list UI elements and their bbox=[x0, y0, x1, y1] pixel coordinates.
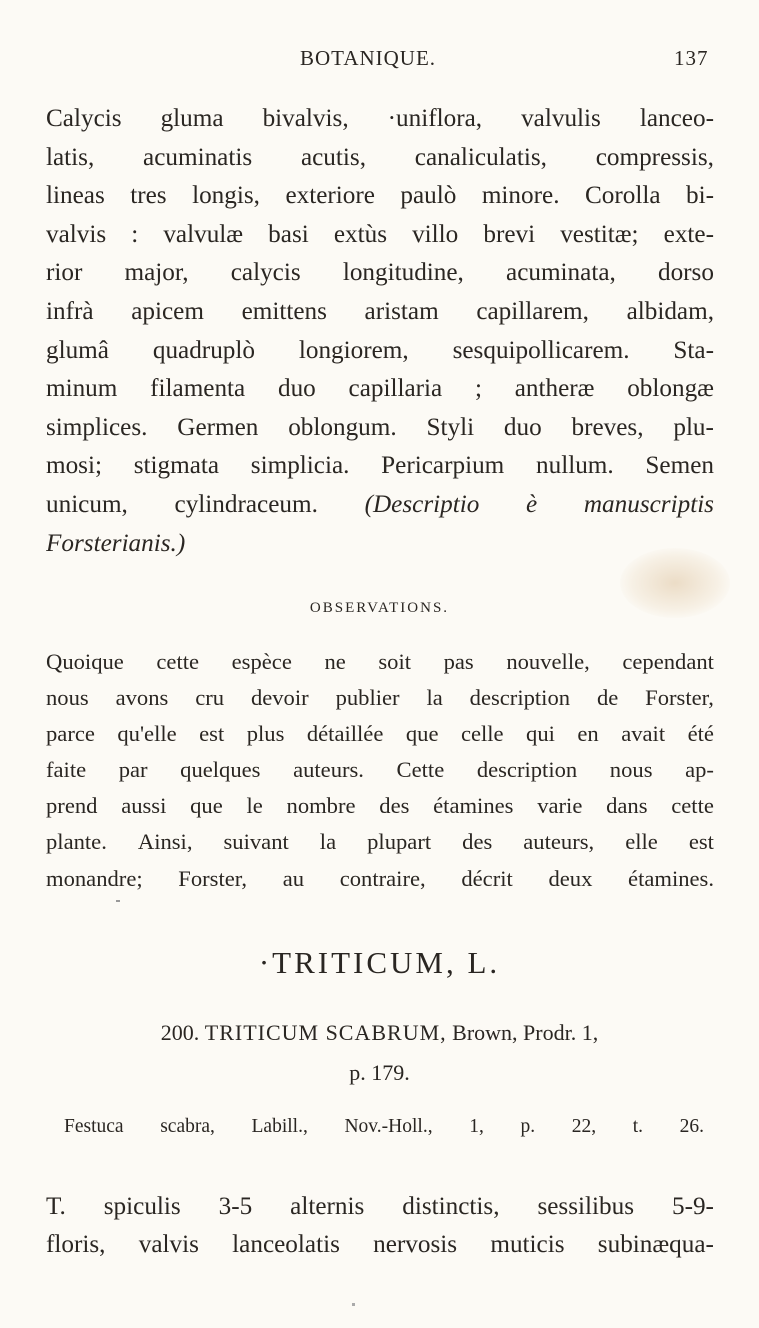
word: glumâ bbox=[46, 336, 109, 364]
text-line bbox=[46, 177, 714, 216]
word: cette bbox=[671, 793, 714, 819]
word: acuminatis bbox=[143, 143, 253, 171]
text-line bbox=[46, 644, 714, 680]
text-line bbox=[46, 332, 714, 371]
species-page-reference: p. 179. bbox=[349, 1060, 410, 1085]
word: villo bbox=[412, 220, 459, 248]
word: albidam, bbox=[626, 297, 714, 325]
word: : bbox=[131, 220, 139, 248]
text-line bbox=[46, 1226, 714, 1264]
word: le bbox=[246, 793, 263, 819]
word: exteriore bbox=[285, 182, 375, 210]
text-line bbox=[46, 293, 714, 332]
word: sessilibus bbox=[537, 1193, 635, 1220]
word: ·uniflora, bbox=[387, 105, 483, 132]
text-line bbox=[46, 409, 714, 448]
word: ap- bbox=[685, 757, 714, 783]
word: floris, bbox=[46, 1231, 106, 1258]
word: des bbox=[379, 793, 410, 819]
word: Ainsi, bbox=[137, 829, 193, 855]
word: monandre; bbox=[46, 865, 143, 891]
word: est bbox=[199, 721, 225, 747]
text-line bbox=[46, 788, 714, 824]
word: plante. bbox=[46, 829, 107, 855]
word: apicem bbox=[131, 297, 204, 325]
text-line bbox=[46, 680, 714, 716]
word: spiculis bbox=[103, 1193, 181, 1220]
word: la bbox=[319, 829, 337, 855]
word: quadruplò bbox=[152, 336, 255, 364]
word: description bbox=[476, 757, 578, 783]
word: acuminata, bbox=[506, 259, 616, 287]
word: été bbox=[687, 721, 714, 747]
word: è bbox=[525, 490, 538, 518]
word: deux bbox=[548, 865, 593, 891]
word: Styli bbox=[426, 413, 475, 441]
synonym-part: Festuca bbox=[64, 1116, 124, 1137]
word: longis, bbox=[192, 182, 260, 210]
word: ne bbox=[324, 649, 346, 674]
word: aristam bbox=[364, 297, 439, 325]
word: duo bbox=[277, 375, 316, 403]
word: description bbox=[469, 685, 571, 711]
synonym-part: Nov.-Holl., bbox=[344, 1116, 433, 1137]
word: manuscriptis bbox=[583, 490, 714, 518]
word: qu'elle bbox=[117, 721, 177, 747]
word: oblongæ bbox=[627, 375, 714, 403]
word: valvis bbox=[46, 220, 107, 248]
word: de bbox=[596, 685, 619, 711]
word: Quoique bbox=[46, 649, 124, 674]
word: longiorem, bbox=[298, 336, 409, 364]
synonym-part: 1, bbox=[469, 1116, 484, 1137]
word: major, bbox=[124, 259, 189, 287]
word: latis, bbox=[46, 143, 95, 171]
word: longitudine, bbox=[342, 259, 464, 287]
text-line bbox=[46, 525, 714, 564]
ink-speck bbox=[116, 900, 120, 902]
word: ; bbox=[474, 375, 482, 403]
word: capillaria bbox=[348, 375, 443, 403]
italic-text: Forsterianis.) bbox=[46, 529, 186, 557]
word: exte- bbox=[663, 220, 714, 248]
word: bi- bbox=[686, 182, 714, 210]
text-line bbox=[46, 824, 714, 860]
word: parce bbox=[46, 721, 95, 747]
text-line bbox=[46, 486, 714, 525]
word: extùs bbox=[333, 220, 387, 248]
word: compressis, bbox=[595, 143, 714, 171]
text-line bbox=[46, 716, 714, 752]
word: décrit bbox=[461, 865, 513, 891]
word: elle bbox=[625, 829, 658, 855]
word: étamines. bbox=[628, 865, 714, 891]
word: acutis, bbox=[300, 143, 366, 171]
ink-speck bbox=[352, 1303, 355, 1306]
observations-heading: OBSERVATIONS. bbox=[309, 600, 450, 616]
word: 3-5 bbox=[218, 1193, 253, 1220]
species-description-paragraph bbox=[46, 1188, 714, 1264]
word: distinctis, bbox=[402, 1193, 500, 1220]
word: cru bbox=[195, 685, 225, 711]
word: Forster, bbox=[178, 865, 248, 891]
word: basi bbox=[268, 220, 309, 248]
word: dorso bbox=[657, 259, 714, 287]
word: tres bbox=[130, 182, 167, 210]
synonym-part: scabra, bbox=[160, 1116, 215, 1137]
word: détaillée bbox=[306, 721, 384, 747]
word: qui bbox=[526, 721, 555, 747]
word: valvis bbox=[138, 1231, 199, 1258]
synonym-part: 26. bbox=[679, 1116, 704, 1137]
word: sesquipollicarem. bbox=[452, 336, 630, 364]
word: Cette bbox=[396, 757, 445, 783]
word: devoir bbox=[250, 685, 309, 711]
word: étamines bbox=[433, 793, 514, 819]
word: emittens bbox=[241, 297, 327, 325]
word: duo bbox=[503, 413, 542, 441]
word: espèce bbox=[231, 649, 292, 674]
word: rior bbox=[46, 259, 83, 287]
word: oblongum. bbox=[288, 413, 397, 441]
word: plus bbox=[246, 721, 285, 747]
word: 5-9- bbox=[671, 1193, 714, 1220]
word: que bbox=[405, 721, 439, 747]
word: minore. bbox=[481, 182, 560, 210]
word: brevi bbox=[483, 220, 536, 248]
running-title: BOTANIQUE. bbox=[300, 46, 437, 70]
word: Sta- bbox=[673, 336, 714, 364]
word: est bbox=[688, 829, 714, 855]
synonym-part: 22, bbox=[571, 1116, 597, 1137]
word: stigmata bbox=[133, 452, 220, 480]
word: alternis bbox=[290, 1193, 365, 1220]
word: soit bbox=[378, 649, 412, 674]
word: mosi; bbox=[46, 452, 102, 480]
species-name: TRITICUM SCABRUM, bbox=[204, 1020, 447, 1045]
word: lanceolatis bbox=[232, 1231, 340, 1258]
word: nervosis bbox=[373, 1231, 458, 1258]
text-line bbox=[46, 861, 714, 897]
synonym-part: Labill., bbox=[251, 1116, 308, 1137]
word: quelques bbox=[180, 757, 261, 783]
word: pas bbox=[443, 649, 474, 674]
word: par bbox=[118, 757, 148, 783]
word: nous bbox=[46, 685, 89, 711]
word: auteurs, bbox=[523, 829, 595, 855]
synonym-part: t. bbox=[632, 1116, 643, 1137]
word: simplicia. bbox=[250, 452, 350, 480]
word: nouvelle, bbox=[506, 649, 590, 674]
word: infrà bbox=[46, 297, 94, 325]
word: Calycis bbox=[46, 105, 122, 132]
word: lanceo- bbox=[639, 105, 714, 132]
word: muticis bbox=[490, 1231, 565, 1258]
word: minum bbox=[46, 375, 118, 403]
word: auteurs. bbox=[293, 757, 364, 783]
species-number: 200. bbox=[160, 1020, 200, 1045]
synonym-part: p. bbox=[520, 1116, 536, 1137]
word: vestitæ; bbox=[560, 220, 639, 248]
text-line bbox=[46, 752, 714, 788]
text-line bbox=[46, 447, 714, 486]
species-title-line bbox=[0, 1013, 759, 1053]
word: nombre bbox=[286, 793, 356, 819]
word: canaliculatis, bbox=[414, 143, 547, 171]
word: nous bbox=[609, 757, 653, 783]
text-line bbox=[46, 100, 714, 139]
latin-description-paragraph bbox=[46, 100, 714, 563]
word: plupart bbox=[367, 829, 432, 855]
word: Pericarpium bbox=[381, 452, 505, 480]
word: des bbox=[462, 829, 493, 855]
page-number: 137 bbox=[674, 46, 709, 70]
text-line bbox=[46, 1188, 714, 1226]
word: simplices. bbox=[46, 413, 148, 441]
species-citation: Brown, Prodr. 1, bbox=[452, 1020, 599, 1045]
text-line bbox=[46, 216, 714, 255]
word: faite bbox=[46, 757, 87, 783]
observations-paragraph bbox=[46, 644, 714, 897]
word: varie bbox=[537, 793, 583, 819]
word: contraire, bbox=[339, 865, 426, 891]
species-entry bbox=[0, 1013, 759, 1093]
text-line bbox=[46, 139, 714, 178]
word: lineas bbox=[46, 182, 105, 210]
word: la bbox=[426, 685, 443, 711]
word: filamenta bbox=[150, 375, 246, 403]
word: cette bbox=[156, 649, 200, 674]
word: Forster, bbox=[645, 685, 714, 711]
running-header bbox=[0, 44, 759, 76]
word: nullum. bbox=[536, 452, 614, 480]
word: aussi bbox=[121, 793, 167, 819]
word: Semen bbox=[645, 452, 714, 480]
word: au bbox=[282, 865, 305, 891]
word: avait bbox=[621, 721, 666, 747]
word: Corolla bbox=[584, 182, 661, 210]
text-line bbox=[46, 370, 714, 409]
word: capillarem, bbox=[476, 297, 589, 325]
word: gluma bbox=[160, 105, 224, 132]
synonym-line bbox=[64, 1116, 704, 1138]
word: bivalvis, bbox=[262, 105, 349, 132]
word: celle bbox=[460, 721, 504, 747]
word: T. bbox=[46, 1193, 66, 1220]
word: publier bbox=[335, 685, 400, 711]
word: calycis bbox=[230, 259, 301, 287]
word: valvulis bbox=[521, 105, 601, 132]
word: prend bbox=[46, 793, 98, 819]
word: plu- bbox=[673, 413, 714, 441]
word: avons bbox=[115, 685, 169, 711]
word: Germen bbox=[177, 413, 259, 441]
word: cylindraceum. bbox=[174, 490, 318, 518]
genus-heading: ·TRITICUM, L. bbox=[258, 945, 501, 980]
word: que bbox=[190, 793, 223, 819]
word: (Descriptio bbox=[364, 490, 480, 518]
word: en bbox=[577, 721, 599, 747]
word: suivant bbox=[223, 829, 289, 855]
text-line bbox=[46, 254, 714, 293]
word: dans bbox=[606, 793, 648, 819]
word: breves, bbox=[571, 413, 644, 441]
word: unicum, bbox=[46, 490, 128, 518]
word: cependant bbox=[622, 649, 714, 674]
word: antheræ bbox=[514, 375, 595, 403]
word: paulò bbox=[400, 182, 457, 210]
word: subinæqua- bbox=[597, 1231, 714, 1258]
word: valvulæ bbox=[163, 220, 244, 248]
